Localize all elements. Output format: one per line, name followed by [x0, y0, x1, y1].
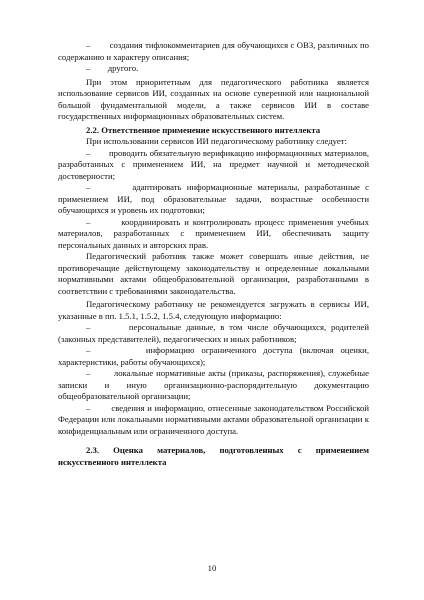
list-item-coordinate: – координировать и контролировать процесс применения учебных материалов, разработанных с применением ИИ, обеспечивать защиту персональных данных и авторских прав.	[58, 216, 369, 250]
list-item-verify: – проводить обязательную верификацию информационных материалов, разработанных с применением ИИ, на предмет научной и методической достоверности;	[58, 147, 369, 181]
document-body	[58, 40, 369, 468]
list-item-confidential: – сведения и информацию, отнесенные законодательством Российской Федерации или локальными нормативными актами образовательной организации к конфиденциальным или ограниченного доступа.	[58, 402, 369, 436]
list-item-local-acts: – локальные нормативные акты (приказы, распоряжения), служебные записки и иную организационно-распорядительную документацию общеобразовательной организации;	[58, 368, 369, 401]
section-heading-2-2: 2.2. Ответственное применение искусственного интеллекта	[86, 124, 321, 135]
page-number: 10	[207, 563, 217, 573]
paragraph-other-actions: Педагогический работник также может совершать иные действия, не противоречащие действующему законодательству и определенные локальными нормативными актами общеобразовательной организации, разработанными в соответствии с требованиями законодательства.	[58, 251, 369, 296]
section-heading-2-3: 2.3. Оценка материалов, подготовленных с применением искусственного интеллекта	[58, 445, 369, 467]
list-item-other: – другого.	[86, 63, 139, 73]
paragraph-intro: При использовании сервисов ИИ педагогическому работнику следует:	[86, 136, 347, 146]
list-item-adapt: – адаптировать информационные материалы, разработанные с применением ИИ, под образовательные задачи, возрастные особенности обучающихся и уровень их подготовки;	[58, 182, 369, 215]
list-item-personal-data: – персональные данные, в том числе обучающихся, родителей (законных представителей), педагогических и иных работников;	[58, 322, 369, 344]
list-item-restricted-info: – информацию ограниченного доступа (включая оценки, характеристики, работы обучающихся);	[58, 345, 369, 367]
paragraph-priority: При этом приоритетным для педагогического работника является использование сервисов ИИ, созданных на основе суверенной или национальной большой фундаментальной модели, а также сервисов ИИ в составе государственных информационных образовательных систем.	[58, 76, 369, 121]
paragraph-not-recommended: Педагогическому работнику не рекомендуется загружать в сервисы ИИ, указанные в пп. 1.5.1, 1.5.2, 1.5.4, следующую информацию:	[58, 299, 369, 321]
list-item-tiflo: – создания тифлокомментариев для обучающихся с ОВЗ, различных по содержанию и характеру описания;	[58, 40, 369, 62]
